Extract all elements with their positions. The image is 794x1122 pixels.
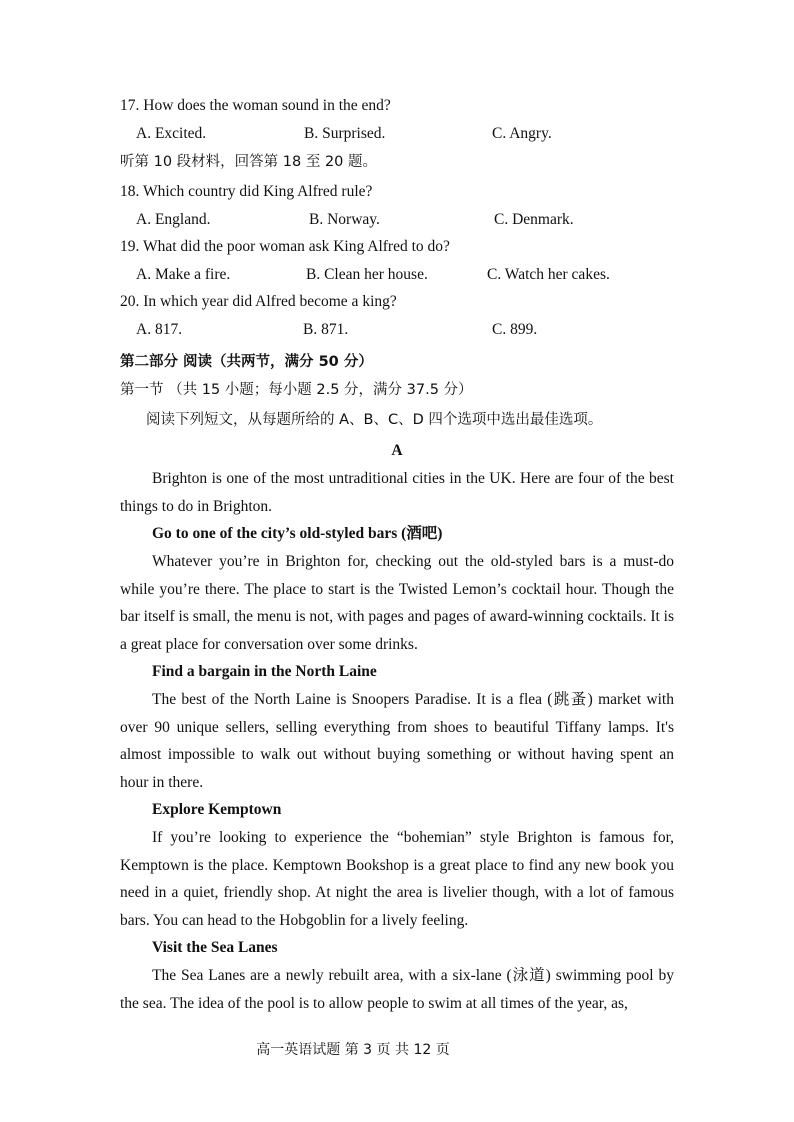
q19-option-a: A. Make a fire. [136, 266, 231, 283]
heading-kemptown: Explore Kemptown [152, 801, 282, 818]
directions: 阅读下列短文，从每题所给的 A、B、C、D 四个选项中选出最佳选项。 [146, 412, 603, 428]
part-title: 第二部分 阅读（共两节，满分 50 分） [120, 354, 373, 370]
q20-option-a: A. 817. [136, 321, 183, 338]
question-20: 20. In which year did Alfred become a king? [120, 293, 397, 310]
q17-option-a: A. Excited. [136, 125, 207, 142]
section-title: 第一节 （共 15 小题；每小题 2.5 分，满分 37.5 分） [120, 382, 473, 398]
q17-option-c: C. Angry. [492, 125, 552, 142]
paragraph-bars: Whatever you’re in Brighton for, checking out the old-styled bars is a must-do while you’re there. The place to start is the Twisted Lemon’s cocktail hour. Though the bar itself is small, the menu is not, with pages and pages of award-winning cocktails. It is a great place for conversation over some drinks. [120, 553, 675, 653]
paragraph-sea-lanes: The Sea Lanes are a newly rebuilt area, with a six-lane (泳道) swimming pool by the sea. The idea of the pool is to allow people to swim at all times of the year, as, [120, 967, 674, 1012]
heading-sea-lanes: Visit the Sea Lanes [152, 939, 278, 956]
question-17: 17. How does the woman sound in the end? [120, 97, 391, 114]
q17-option-b: B. Surprised. [304, 125, 386, 142]
page-footer: 高一英语试题 第 3 页 共 12 页 [256, 1042, 450, 1058]
paragraph-kemptown: If you’re looking to experience the “bohemian” style Brighton is famous for, Kemptown is the place. Kemptown Bookshop is a great place to find any new book you need in a quiet, friendly shop. At night the area is livelier though, with a lot of famous bars. You can head to the Hobgoblin for a lively feeling. [120, 829, 674, 929]
q19-option-c: C. Watch her cakes. [487, 266, 610, 283]
passage-label: A [391, 442, 403, 459]
q18-option-b: B. Norway. [309, 211, 380, 228]
question-18: 18. Which country did King Alfred rule? [120, 183, 373, 200]
q18-option-c: C. Denmark. [494, 211, 574, 228]
paragraph-north-laine: The best of the North Laine is Snoopers Paradise. It is a flea (跳蚤) market with over 90 unique sellers, selling everything from shoes to beautiful Tiffany lamps. It's almost impossible to walk out without buying something or without having spent an hour in there. [120, 691, 674, 791]
intro-paragraph: Brighton is one of the most untraditional cities in the UK. Here are four of the best things to do in Brighton. [120, 470, 674, 515]
q18-option-a: A. England. [136, 211, 211, 228]
heading-north-laine: Find a bargain in the North Laine [152, 663, 377, 680]
q20-option-b: B. 871. [303, 321, 349, 338]
listening-instruction: 听第 10 段材料，回答第 18 至 20 题。 [120, 154, 378, 170]
heading-bars: Go to one of the city’s old-styled bars (酒吧) [152, 525, 443, 542]
q20-option-c: C. 899. [492, 321, 538, 338]
question-19: 19. What did the poor woman ask King Alfred to do? [120, 238, 450, 255]
q19-option-b: B. Clean her house. [306, 266, 428, 283]
